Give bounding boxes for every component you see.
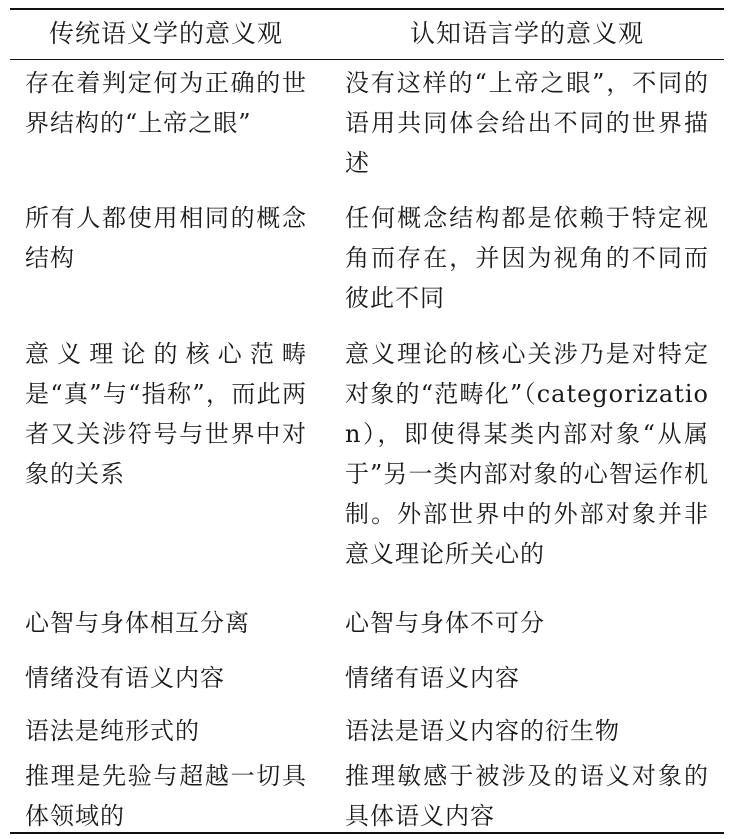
row-2-cognitive: 任何概念结构都是依赖于特定视角而存在，并因为视角的不同而彼此不同 xyxy=(345,204,709,312)
header-cognitive-linguistics: 认知语言学的意义观 xyxy=(409,19,644,48)
row-5-cognitive: 情绪有语义内容 xyxy=(345,664,520,692)
row-1-traditional: 存在着判定何为正确的世界结构的“上帝之眼” xyxy=(25,69,307,137)
row-6-traditional: 语法是纯形式的 xyxy=(25,717,200,745)
row-7-traditional: 推理是先验与超越一切具体领域的 xyxy=(25,762,307,830)
row-2-traditional: 所有人都使用相同的概念结构 xyxy=(25,204,307,272)
table-bottom-rule xyxy=(10,832,724,834)
header-traditional-semantics: 传统语义学的意义观 xyxy=(48,19,283,48)
row-1-cognitive: 没有这样的“上帝之眼”，不同的语用共同体会给出不同的世界描述 xyxy=(345,69,709,177)
row-7-cognitive: 推理敏感于被涉及的语义对象的具体语义内容 xyxy=(345,762,709,830)
row-6-cognitive: 语法是语义内容的衍生物 xyxy=(345,717,620,745)
row-3-traditional: 意义理论的核心范畴是“真”与“指称”，而此两者又关涉符号与世界中对象的关系 xyxy=(25,340,307,488)
table-header xyxy=(0,12,734,56)
row-4-cognitive: 心智与身体不可分 xyxy=(345,609,545,637)
row-5-traditional: 情绪没有语义内容 xyxy=(25,664,225,692)
row-4-traditional: 心智与身体相互分离 xyxy=(25,609,250,637)
table-header-rule xyxy=(10,59,724,60)
row-3-cognitive: 意义理论的核心关涉乃是对特定对象的“范畴化”（categorization），即使得某类内部对象“从属于”另一类内部对象的心智运作机制。外部世界中的外部对象并非意义理论所关心的 xyxy=(345,340,709,568)
table-top-rule xyxy=(10,8,724,10)
